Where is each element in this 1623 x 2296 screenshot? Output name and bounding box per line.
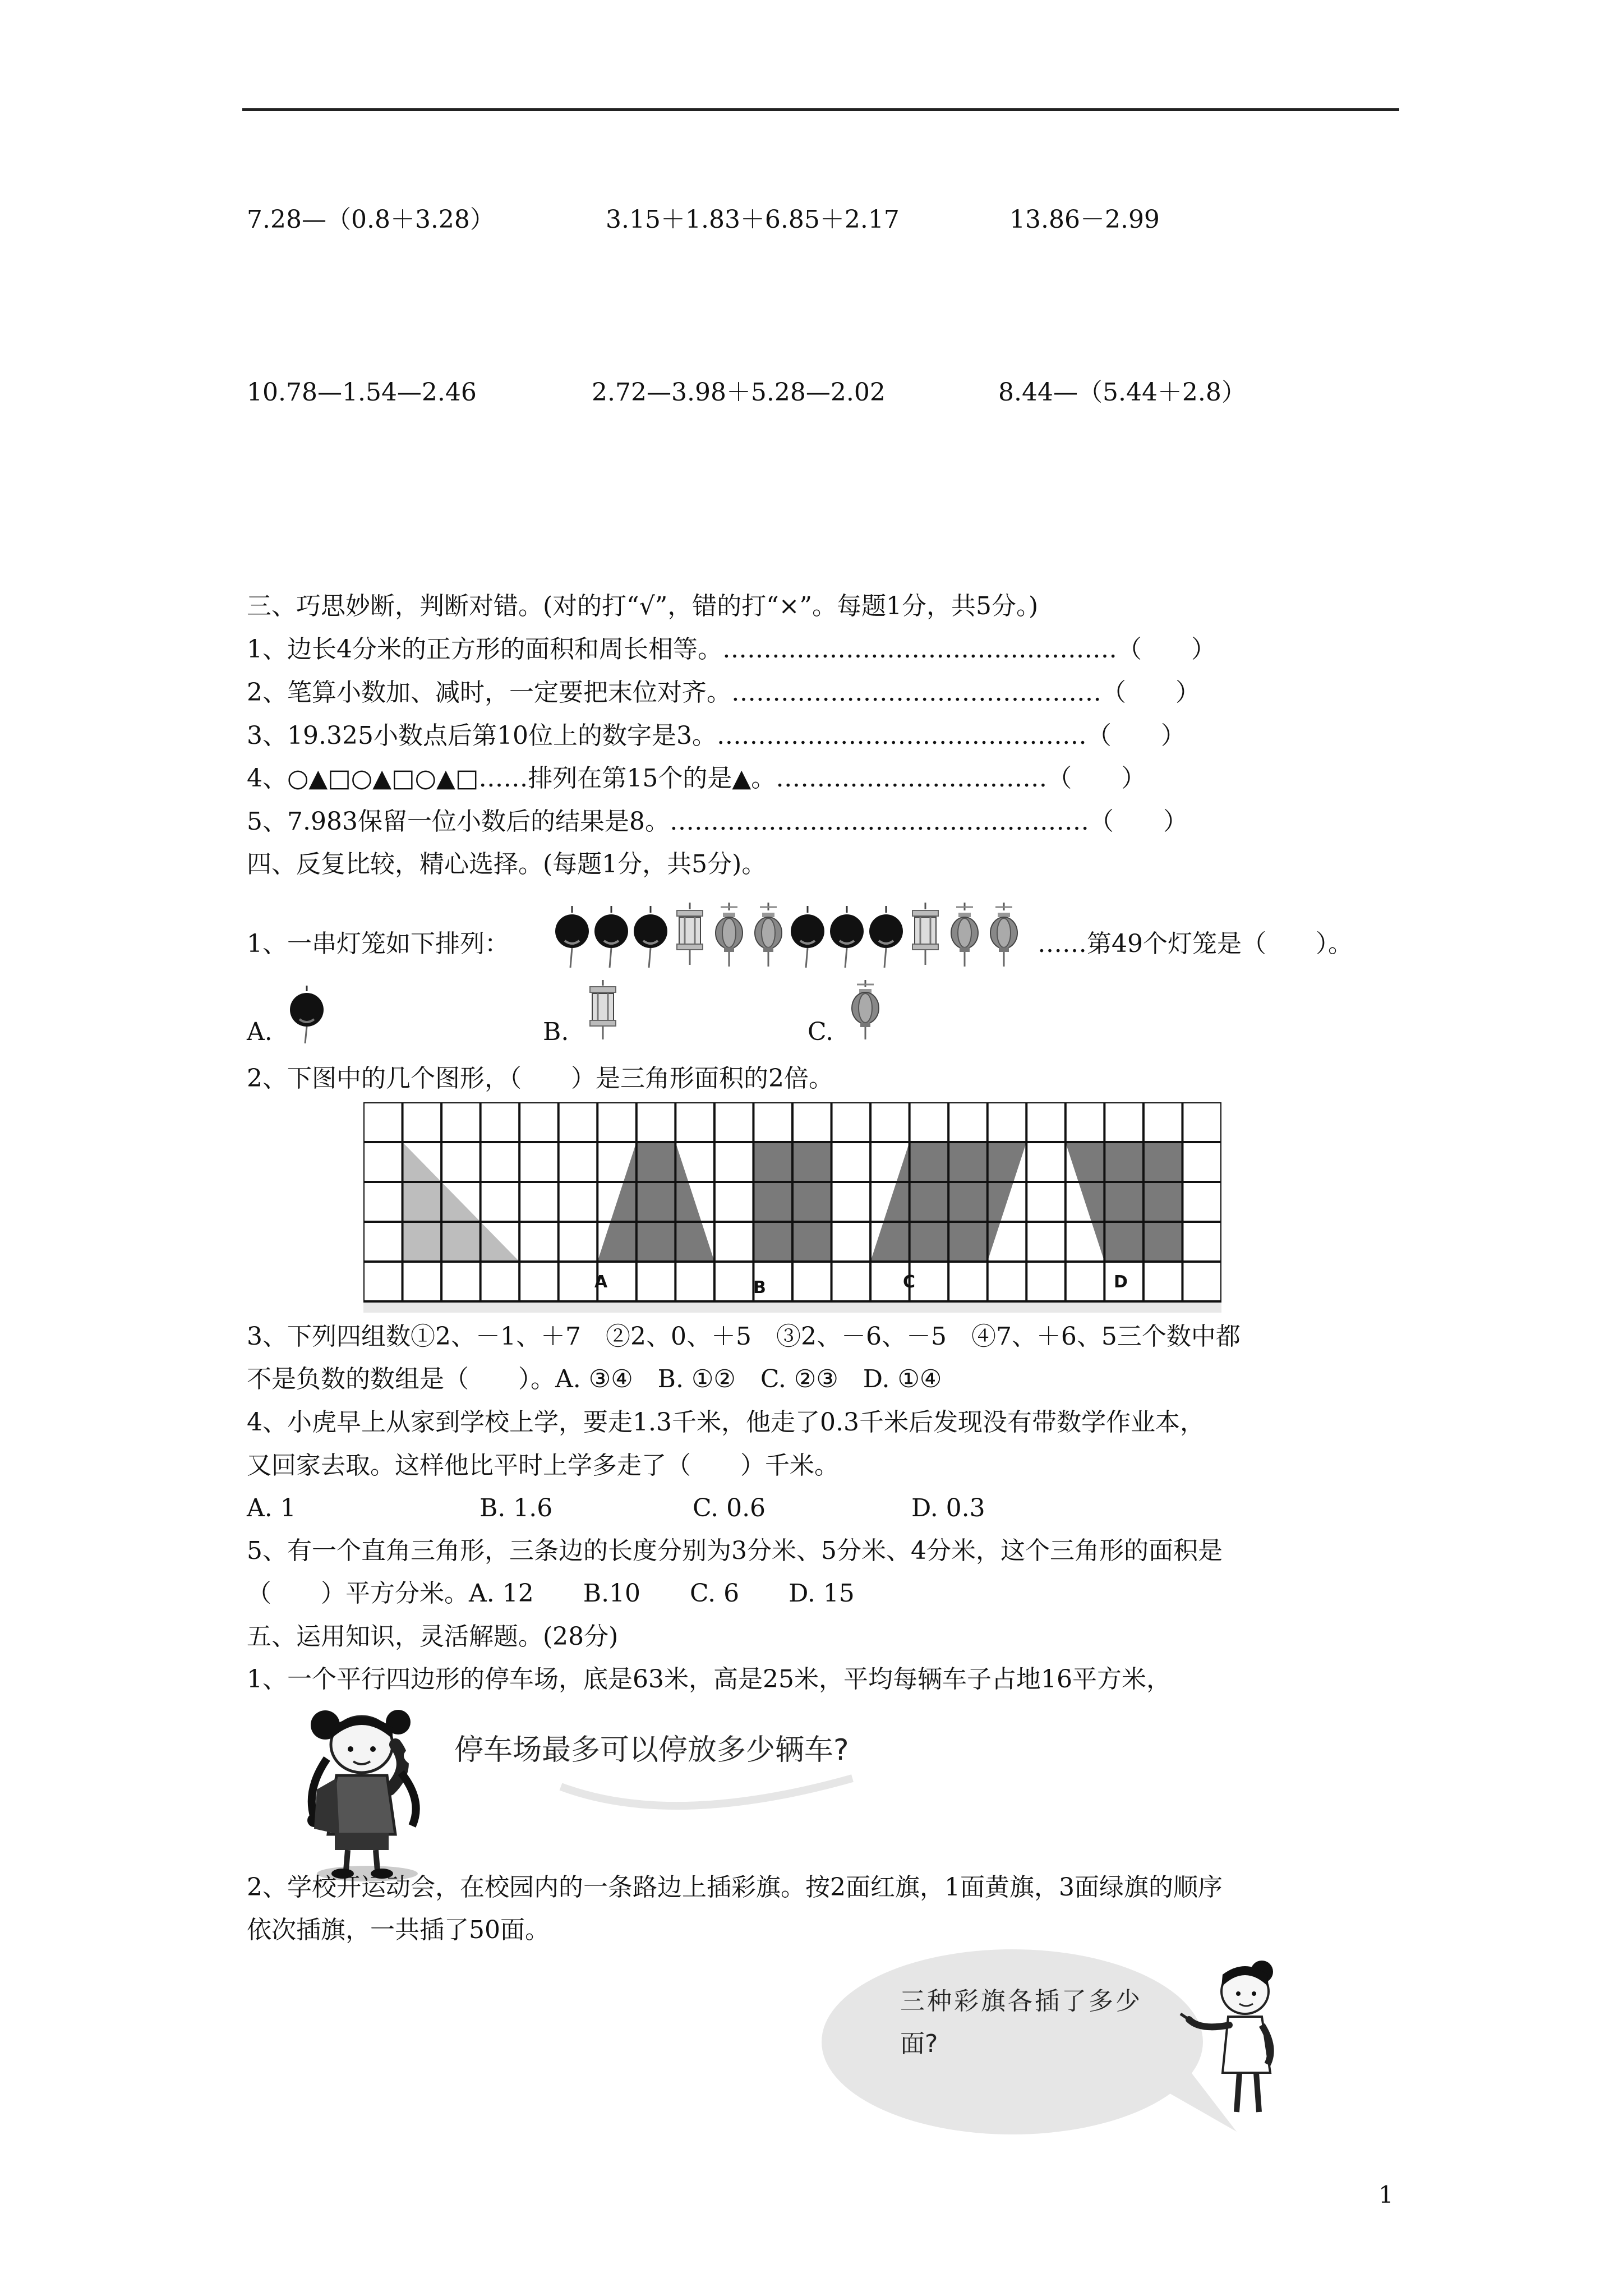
- sec4-q4-line1: 4、小虎早上从家到学校上学，要走1.3千米，他走了0.3千米后发现没有带数学作业本，: [247, 1408, 1205, 1437]
- lantern-drum-icon: [716, 903, 743, 967]
- sec4-q4-opt-b: B. 1.6: [479, 1494, 553, 1522]
- sec4-q4-opt-a: A. 1: [247, 1494, 296, 1522]
- lantern-square-icon: [677, 903, 703, 965]
- calc-r1-3: 13.86－2.99: [1009, 205, 1160, 234]
- lantern-round-icon: [594, 906, 628, 968]
- sec4-q1-opt-a: A.: [247, 1018, 273, 1046]
- bubble2-text-line1: 三种彩旗各插了多少: [900, 1987, 1142, 2016]
- sec3-item-2: 2、笔算小数加、减时，一定要把末位对齐。………………………………………（ ）: [247, 678, 1200, 707]
- sec4-q3-line2: 不是负数的数组是（ ）。A. ③④ B. ①② C. ②③ D. ①④: [247, 1365, 942, 1393]
- bubble1-text: 停车场最多可以停放多少辆车?: [454, 1733, 849, 1767]
- sec5-title: 五、运用知识，灵活解题。(28分): [247, 1622, 619, 1651]
- lantern-round-icon: [555, 906, 589, 968]
- page-number: 1: [1378, 2181, 1394, 2208]
- sec4-q1-opt-b: B.: [543, 1018, 569, 1046]
- lantern-round-icon: [634, 906, 667, 968]
- sec4-q4-opt-d: D. 0.3: [911, 1494, 985, 1522]
- sec3-title: 三、巧思妙断，判断对错。(对的打“√”，错的打“×”。每题1分，共5分。): [247, 592, 1039, 620]
- sec5-q2-line1: 2、学校开运动会，在校园内的一条路边上插彩旗。按2面红旗，1面黄旗，3面绿旗的顺序: [247, 1873, 1223, 1902]
- lantern-drum-icon: [951, 903, 978, 967]
- lantern-round-icon: [869, 906, 903, 968]
- lantern-drum-icon: [990, 903, 1017, 967]
- sec4-q1-opt-c: C.: [808, 1018, 834, 1046]
- girl-pointing-illustration: [1178, 1952, 1307, 2123]
- sec5-q1: 1、一个平行四边形的停车场，底是63米，高是25米，平均每辆车子占地16平方米，: [247, 1665, 1171, 1694]
- sec3-item-5: 5、7.983保留一位小数后的结果是8。……………………………………………（ ）: [247, 807, 1188, 836]
- sec4-q3-line1: 3、下列四组数①2、－1、＋7 ②2、0、＋5 ③2、－6、－5 ④7、＋6、5三个数中都: [247, 1322, 1241, 1351]
- shapes-grid-figure: [363, 1102, 1221, 1315]
- sec4-q5-line1: 5、有一个直角三角形，三条边的长度分别为3分米、5分米、4分米，这个三角形的面积是: [247, 1536, 1223, 1565]
- calc-r2-3: 8.44—（5.44＋2.8）: [998, 378, 1246, 407]
- sec4-q1-prefix: 1、一串灯笼如下排列：: [247, 930, 509, 958]
- calc-r2-1: 10.78—1.54—2.46: [247, 378, 477, 407]
- bubble2-text-line2: 面?: [900, 2030, 938, 2058]
- sec4-q2: 2、下图中的几个图形，（ ）是三角形面积的2倍。: [247, 1064, 833, 1093]
- lantern-square-icon: [912, 903, 938, 965]
- calc-r1-2: 3.15＋1.83＋6.85＋2.17: [606, 205, 900, 234]
- sec4-title: 四、反复比较，精心选择。(每题1分，共5分)。: [247, 850, 767, 878]
- lantern-drum-icon: [755, 903, 782, 967]
- sec4-q4-line2: 又回家去取。这样他比平时上学多走了（ ）千米。: [247, 1451, 839, 1480]
- calc-r2-2: 2.72—3.98＋5.28—2.02: [592, 378, 886, 407]
- sec3-item-3: 3、19.325小数点后第10位上的数字是3。………………………………………（ ）: [247, 721, 1186, 750]
- grid-label-b: B: [753, 1278, 766, 1297]
- sec4-q1-suffix: ……第49个灯笼是（ ）。: [1038, 930, 1353, 958]
- lantern-sequence-image: [552, 900, 1035, 984]
- lantern-round-icon: [287, 984, 326, 1046]
- lantern-drum-icon: [846, 979, 885, 1043]
- lantern-round-icon: [791, 906, 824, 968]
- sec3-item-4: 4、○▲□○▲□○▲□……排列在第15个的是▲。……………………………（ ）: [247, 764, 1146, 793]
- calc-r1-1: 7.28—（0.8＋3.28）: [247, 205, 495, 234]
- sec4-q5-line2: （ ）平方分米。A. 12 B.10 C. 6 D. 15: [247, 1579, 855, 1608]
- sec5-q2-line2: 依次插旗，一共插了50面。: [247, 1916, 550, 1944]
- sec3-item-1: 1、边长4分米的正方形的面积和周长相等。…………………………………………（ ）: [247, 635, 1216, 664]
- grid-label-d: D: [1114, 1272, 1128, 1292]
- lantern-square-icon: [583, 979, 623, 1043]
- lantern-round-icon: [830, 906, 864, 968]
- grid-label-c: C: [903, 1272, 916, 1292]
- sec4-q4-opt-c: C. 0.6: [693, 1494, 766, 1522]
- grid-label-a: A: [594, 1272, 608, 1292]
- header-rule: [242, 108, 1399, 111]
